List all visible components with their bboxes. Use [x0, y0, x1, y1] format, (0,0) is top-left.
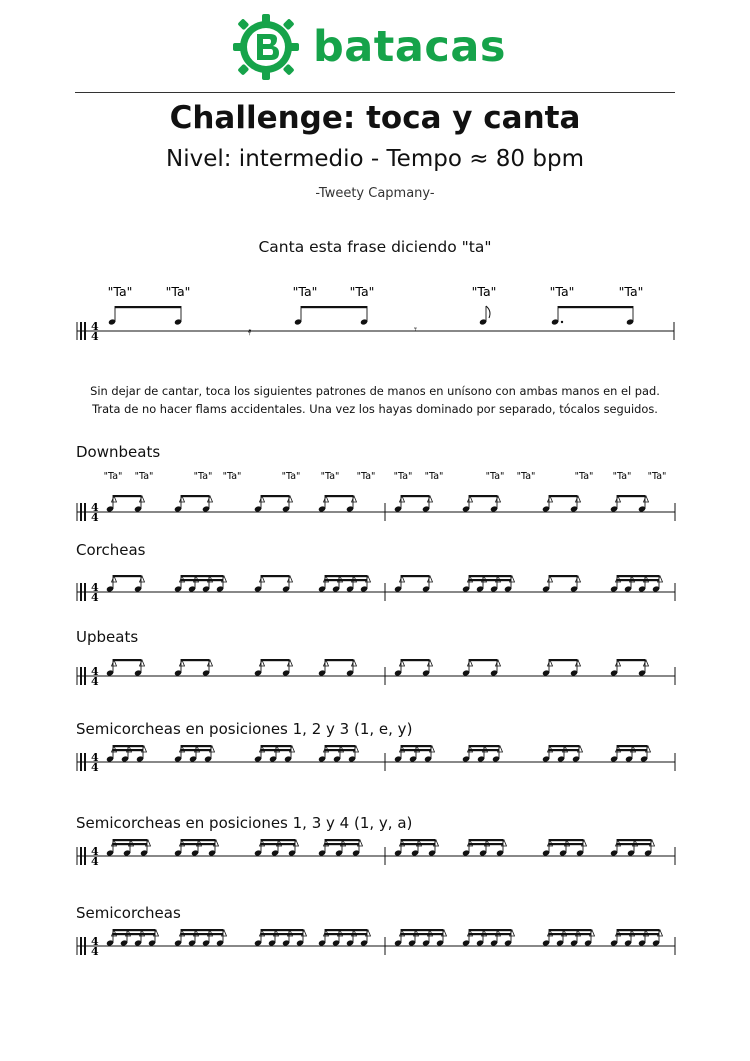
lyric-ta: "Ta" — [320, 471, 340, 482]
beam — [549, 839, 583, 841]
beam — [549, 749, 579, 751]
beam — [113, 933, 155, 935]
beam — [549, 659, 577, 661]
section-title-semicorcheas-134: Semicorcheas en posiciones 1, 3 y 4 (1, y, a) — [76, 814, 413, 832]
beam — [325, 495, 353, 497]
beam — [617, 933, 659, 935]
page-subtitle: Nivel: intermedio - Tempo ≈ 80 bpm — [166, 146, 584, 172]
time-sig-top: 4 — [91, 751, 99, 764]
percussion-clef — [80, 667, 82, 685]
time-sig-bottom: 4 — [91, 855, 99, 868]
beam — [181, 839, 215, 841]
beam — [401, 843, 435, 845]
brand-name: batacas — [313, 22, 506, 72]
page-title: Challenge: toca y canta — [169, 100, 581, 136]
lyric-ta: "Ta" — [471, 284, 497, 299]
beam — [325, 839, 359, 841]
beam — [401, 749, 431, 751]
lyric-ta: "Ta" — [612, 471, 632, 482]
beam — [401, 929, 443, 931]
section-title-semicorcheas: Semicorcheas — [76, 904, 181, 922]
section-title-upbeats: Upbeats — [76, 628, 139, 646]
beam — [113, 495, 141, 497]
instructions-line-2: Trata de no hacer flams accidentales. Una vez los hayas dominado por separado, tócalos seguidos. — [92, 402, 658, 416]
beam — [181, 579, 223, 581]
time-sig-top: 4 — [91, 501, 99, 514]
time-sig-top: 4 — [91, 845, 99, 858]
staff-semicorcheas — [0, 924, 750, 974]
beam — [401, 575, 429, 577]
beam — [469, 933, 511, 935]
beam — [469, 749, 499, 751]
time-sig-bottom: 4 — [91, 945, 99, 958]
beam — [549, 495, 577, 497]
beam — [617, 495, 645, 497]
beam — [469, 745, 499, 747]
beam — [617, 839, 651, 841]
percussion-clef — [80, 937, 82, 955]
lyric-ta: "Ta" — [356, 471, 376, 482]
percussion-clef — [80, 847, 82, 865]
beam — [325, 579, 367, 581]
time-sig-bottom: 4 — [91, 511, 99, 524]
beam — [549, 745, 579, 747]
beam — [261, 843, 295, 845]
beam — [181, 745, 211, 747]
dot — [561, 321, 563, 323]
beam — [181, 575, 223, 577]
note-flag — [486, 306, 490, 318]
percussion-clef — [84, 322, 86, 340]
lyric-ta: "Ta" — [424, 471, 444, 482]
beam — [549, 933, 591, 935]
time-sig-top: 4 — [91, 935, 99, 948]
beam — [113, 749, 143, 751]
instructions-text — [70, 382, 680, 418]
staff-semicorcheas-134 — [0, 834, 750, 884]
beam — [325, 749, 355, 751]
beam — [113, 745, 143, 747]
beam — [261, 839, 295, 841]
percussion-clef — [80, 322, 82, 340]
lyric-ta: "Ta" — [292, 284, 318, 299]
lyric-ta: "Ta" — [103, 471, 123, 482]
lyric-ta: "Ta" — [647, 471, 667, 482]
beam — [401, 495, 429, 497]
beam — [469, 659, 497, 661]
beam — [113, 659, 141, 661]
section-title-downbeats: Downbeats — [76, 443, 161, 461]
percussion-clef — [84, 503, 86, 521]
time-sig-bottom: 4 — [91, 761, 99, 774]
beam — [325, 843, 359, 845]
staff-semicorcheas-123 — [0, 740, 750, 790]
beam — [181, 659, 209, 661]
staff-corcheas — [0, 562, 750, 612]
beam — [181, 933, 223, 935]
lyric-ta: "Ta" — [165, 284, 191, 299]
beam — [617, 579, 659, 581]
percussion-clef — [84, 583, 86, 601]
author-credit: -Tweety Capmany- — [315, 186, 435, 201]
beam — [115, 306, 181, 308]
beam — [469, 575, 511, 577]
lyric-ta: "Ta" — [549, 284, 575, 299]
beam — [325, 745, 355, 747]
rest: 𝄿 — [248, 325, 252, 338]
brand-logo — [233, 14, 506, 80]
time-sig-top: 4 — [91, 665, 99, 678]
lyric-ta: "Ta" — [193, 471, 213, 482]
staff-upbeats — [0, 648, 750, 698]
beam — [617, 575, 659, 577]
lyric-ta: "Ta" — [574, 471, 594, 482]
beam — [549, 843, 583, 845]
beam — [469, 495, 497, 497]
time-sig-bottom: 4 — [91, 330, 99, 343]
beam — [261, 933, 303, 935]
beam — [301, 306, 367, 308]
lyric-ta: "Ta" — [485, 471, 505, 482]
beam — [617, 843, 651, 845]
beam — [181, 749, 211, 751]
percussion-clef — [80, 753, 82, 771]
beam — [469, 843, 503, 845]
lyric-ta: "Ta" — [393, 471, 413, 482]
lyric-ta: "Ta" — [349, 284, 375, 299]
time-sig-bottom: 4 — [91, 591, 99, 604]
header-divider — [75, 92, 675, 93]
staff-downbeats — [0, 462, 750, 527]
beam — [325, 575, 367, 577]
beam — [113, 843, 147, 845]
beam — [261, 749, 291, 751]
vocal-phrase-staff — [0, 280, 750, 350]
beam — [558, 306, 633, 308]
percussion-clef — [84, 847, 86, 865]
percussion-clef — [84, 753, 86, 771]
beam — [113, 575, 141, 577]
beam — [617, 745, 647, 747]
section-title-corcheas: Corcheas — [76, 541, 146, 559]
beam — [325, 929, 367, 931]
beam — [401, 745, 431, 747]
beam — [549, 575, 577, 577]
time-sig-bottom: 4 — [91, 675, 99, 688]
beam — [401, 933, 443, 935]
lyric-ta: "Ta" — [516, 471, 536, 482]
beam — [261, 745, 291, 747]
beam — [261, 659, 289, 661]
beam — [261, 495, 289, 497]
time-sig-top: 4 — [91, 581, 99, 594]
beam — [181, 843, 215, 845]
lyric-ta: "Ta" — [222, 471, 242, 482]
beam — [469, 579, 511, 581]
beam — [181, 495, 209, 497]
percussion-clef — [80, 503, 82, 521]
beam — [401, 839, 435, 841]
beam — [617, 659, 645, 661]
beam — [113, 839, 147, 841]
percussion-clef — [84, 937, 86, 955]
beam — [325, 659, 353, 661]
beam — [617, 929, 659, 931]
beam — [617, 749, 647, 751]
percussion-clef — [84, 667, 86, 685]
time-sig-top: 4 — [91, 320, 99, 333]
lyric-ta: "Ta" — [618, 284, 644, 299]
beam — [325, 933, 367, 935]
beam — [469, 929, 511, 931]
lyric-ta: "Ta" — [107, 284, 133, 299]
lyric-ta: "Ta" — [281, 471, 301, 482]
beam — [181, 929, 223, 931]
logo-drum-icon — [233, 14, 299, 80]
percussion-clef — [80, 583, 82, 601]
sing-heading: Canta esta frase diciendo "ta" — [258, 238, 492, 256]
instructions-line-1: Sin dejar de cantar, toca los siguientes patrones de manos en unísono con ambas manos en el pad. — [90, 384, 660, 398]
beam — [261, 575, 289, 577]
beam — [261, 929, 303, 931]
section-title-semicorcheas-123: Semicorcheas en posiciones 1, 2 y 3 (1, e, y) — [76, 720, 413, 738]
lyric-ta: "Ta" — [134, 471, 154, 482]
rest: 𝄾 — [414, 323, 417, 336]
beam — [469, 839, 503, 841]
beam — [401, 659, 429, 661]
beam — [113, 929, 155, 931]
beam — [549, 929, 591, 931]
